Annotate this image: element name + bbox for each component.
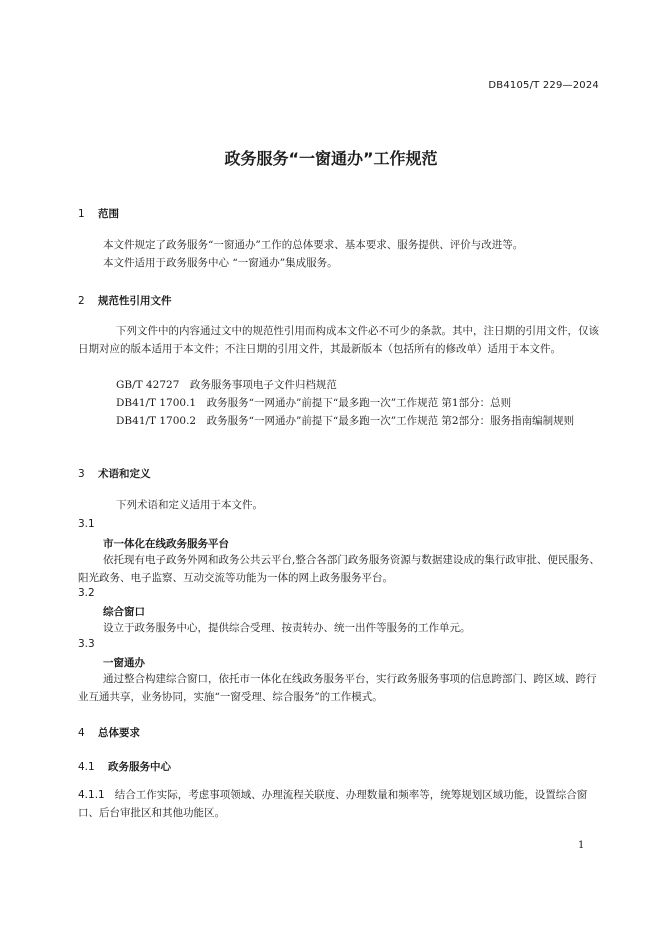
section-heading-normative-references [78, 293, 172, 308]
term-definition: 依托现有电子政务外网和政务公共云平台,整合各部门政务服务资源与数据建设成的集行政审批、便民服务、阳光政务、电子监察、互动交流等功能为一体的网上政务服务平台。 [78, 554, 600, 584]
section-heading-general-requirements [78, 725, 140, 740]
section-title: 规范性引用文件 [98, 295, 172, 307]
page-title: 政务服务“一窗通办”工作规范 [224, 149, 438, 168]
clause-text: 结合工作实际，考虑事项领域、办理流程关联度、办理数量和频率等，统筹规划区域功能，设置综合窗口、后台审批区和其他功能区。 [78, 789, 588, 819]
section-number: 1 [78, 208, 85, 220]
term-name: 一窗通办 [103, 657, 145, 669]
subsection-number: 4.1 [78, 761, 95, 773]
clause-number: 4.1.1 [78, 789, 105, 801]
section-title: 术语和定义 [98, 468, 151, 480]
reference-item: DB41/T 1700.1 政务服务“一网通办”前提下“最多跑一次”工作规范 第1部分：总则 [116, 397, 512, 409]
page-number: 1 [578, 840, 585, 851]
section-title: 总体要求 [98, 727, 140, 739]
paragraph: 本文件规定了政务服务“一窗通办”工作的总体要求、基本要求、服务提供、评价与改进等。 [103, 239, 524, 251]
reference-item: DB41/T 1700.2 政务服务“一网通办”前提下“最多跑一次”工作规范 第2部分：服务指南编制规则 [116, 415, 575, 427]
subsection-heading [78, 759, 171, 774]
reference-item: GB/T 42727 政务服务事项电子文件归档规范 [116, 379, 337, 391]
paragraph: 下列文件中的内容通过文中的规范性引用而构成本文件必不可少的条款。其中，注日期的引用文件，仅该日期对应的版本适用于本文件；不注日期的引用文件，其最新版本（包括所有的修改单）适用于本文件。 [78, 325, 599, 355]
section-number: 4 [78, 727, 85, 739]
section-number: 3 [78, 468, 85, 480]
term-definition: 通过整合构建综合窗口，依托市一体化在线政务服务平台，实行政务服务事项的信息跨部门、跨区域、跨行业互通共享，业务协同，实施“一窗受理、综合服务”的工作模式。 [78, 673, 597, 703]
paragraph: 下列术语和定义适用于本文件。 [116, 499, 263, 511]
document-number: DB4105/T 229—2024 [488, 80, 599, 91]
term-definition: 设立于政务服务中心，提供综合受理、按责转办、统一出件等服务的工作单元。 [103, 622, 471, 634]
subsection-title: 政务服务中心 [108, 761, 171, 773]
section-title: 范围 [98, 208, 119, 220]
term-number: 3.1 [78, 518, 95, 530]
term-number: 3.2 [78, 587, 95, 599]
term-name: 市一体化在线政务服务平台 [103, 538, 229, 550]
clause [78, 786, 603, 822]
paragraph: 本文件适用于政务服务中心 “一窗通办”集成服务。 [103, 257, 338, 269]
term-name: 综合窗口 [103, 606, 145, 618]
section-number: 2 [78, 295, 85, 307]
section-heading-terms [78, 466, 151, 481]
term-number: 3.3 [78, 638, 95, 650]
section-heading-scope [78, 206, 119, 221]
